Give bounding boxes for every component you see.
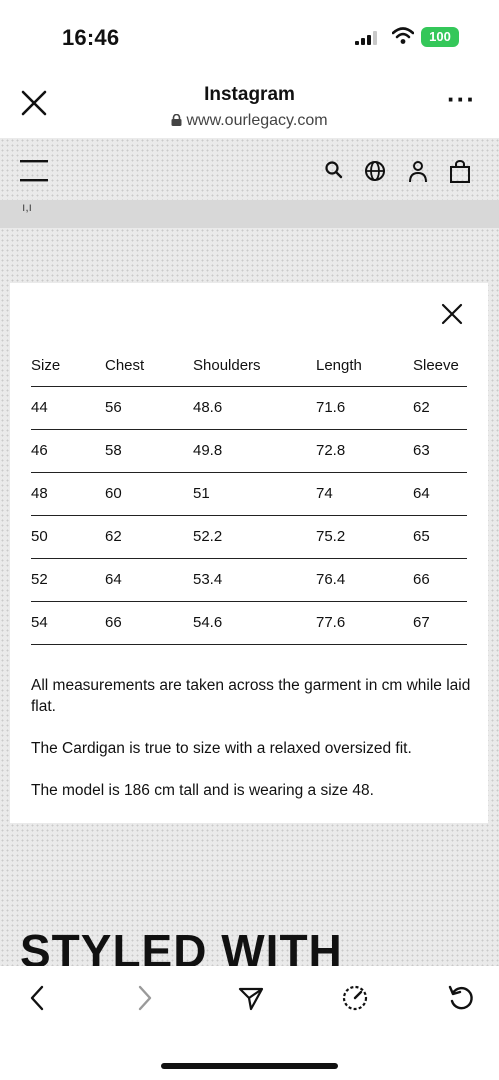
forward-icon[interactable] — [130, 984, 158, 1012]
table-cell: 56 — [105, 387, 193, 430]
table-cell: 53.4 — [193, 559, 316, 602]
wifi-icon — [392, 27, 414, 45]
table-cell: 64 — [413, 473, 467, 516]
size-table — [31, 347, 467, 645]
column-header: Size — [31, 347, 105, 387]
model-note: The model is 186 cm tall and is wearing a size 48. — [31, 782, 374, 799]
browser-title: Instagram — [204, 84, 295, 105]
page-band — [0, 200, 499, 228]
band-fragment: ı,ı — [22, 200, 33, 214]
web-content — [0, 138, 499, 966]
menu-icon[interactable] — [20, 160, 50, 182]
table-row — [31, 387, 467, 430]
table-cell: 74 — [316, 473, 413, 516]
column-header: Sleeve — [413, 347, 467, 387]
lock-icon — [171, 114, 182, 126]
table-cell: 76.4 — [316, 559, 413, 602]
account-icon[interactable] — [408, 160, 428, 184]
table-cell: 75.2 — [316, 516, 413, 559]
more-icon[interactable]: ··· — [447, 84, 476, 114]
site-header — [0, 138, 499, 200]
table-cell: 58 — [105, 430, 193, 473]
table-row — [31, 516, 467, 559]
column-header: Chest — [105, 347, 193, 387]
bag-icon[interactable] — [448, 160, 472, 184]
status-bar — [0, 0, 499, 70]
globe-icon[interactable] — [364, 160, 386, 182]
table-cell: 66 — [105, 602, 193, 645]
column-header: Length — [316, 347, 413, 387]
table-cell: 63 — [413, 430, 467, 473]
share-icon[interactable] — [237, 984, 265, 1012]
close-icon[interactable] — [441, 303, 463, 325]
size-guide-modal — [10, 283, 488, 823]
table-cell: 71.6 — [316, 387, 413, 430]
signal-icon — [355, 31, 381, 45]
table-cell: 51 — [193, 473, 316, 516]
section-heading: STYLED WITH — [20, 925, 343, 966]
home-indicator — [161, 1063, 338, 1069]
speed-icon[interactable] — [341, 984, 369, 1012]
table-row — [31, 473, 467, 516]
url-text: www.ourlegacy.com — [186, 112, 328, 129]
search-icon[interactable] — [324, 160, 344, 180]
table-cell: 46 — [31, 430, 105, 473]
table-cell: 54.6 — [193, 602, 316, 645]
table-cell: 64 — [105, 559, 193, 602]
table-cell: 50 — [31, 516, 105, 559]
column-header: Shoulders — [193, 347, 316, 387]
table-cell: 49.8 — [193, 430, 316, 473]
table-row — [31, 430, 467, 473]
table-cell: 48.6 — [193, 387, 316, 430]
measurement-note: All measurements are taken across the garment in cm while laid flat. — [31, 677, 471, 715]
size-notes — [31, 675, 471, 822]
table-cell: 52.2 — [193, 516, 316, 559]
browser-url[interactable] — [0, 112, 499, 130]
battery-indicator: 100 — [421, 27, 459, 47]
table-cell: 62 — [413, 387, 467, 430]
fit-note: The Cardigan is true to size with a relaxed oversized fit. — [31, 740, 412, 757]
table-cell: 72.8 — [316, 430, 413, 473]
in-app-browser-bar — [0, 70, 499, 138]
table-cell: 60 — [105, 473, 193, 516]
table-cell: 52 — [31, 559, 105, 602]
table-cell: 44 — [31, 387, 105, 430]
reload-icon[interactable] — [447, 984, 475, 1012]
table-cell: 62 — [105, 516, 193, 559]
table-cell: 48 — [31, 473, 105, 516]
table-cell: 77.6 — [316, 602, 413, 645]
table-row — [31, 559, 467, 602]
table-cell: 67 — [413, 602, 467, 645]
table-cell: 65 — [413, 516, 467, 559]
table-cell: 54 — [31, 602, 105, 645]
table-row — [31, 602, 467, 645]
bottom-toolbar — [0, 966, 499, 1080]
table-cell: 66 — [413, 559, 467, 602]
table-header-row — [31, 347, 467, 387]
back-icon[interactable] — [24, 984, 52, 1012]
status-time: 16:46 — [62, 25, 120, 50]
